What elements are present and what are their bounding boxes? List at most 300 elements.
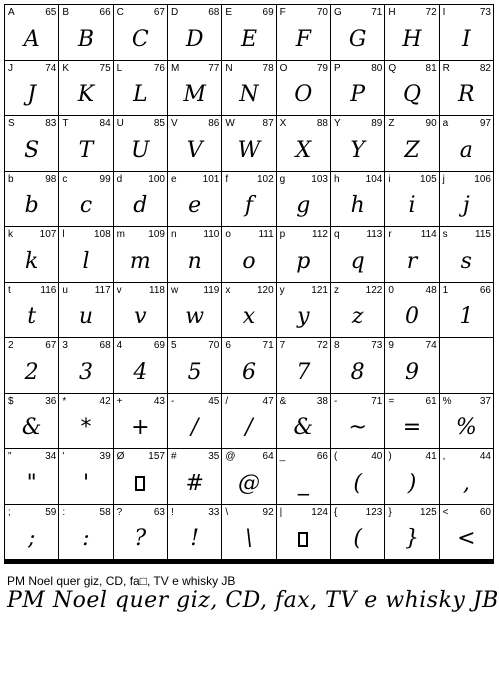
glyph-char: u [62,284,68,296]
glyph-cell-label [62,285,110,296]
glyph-code: 72 [316,340,328,351]
glyph-cell [168,283,222,339]
glyph-cell [331,283,385,339]
glyph-sample: ! [190,526,200,552]
glyph-char: \ [225,506,229,518]
glyph-cell-label [280,7,328,18]
glyph-code: 110 [203,229,220,240]
glyph-code: 87 [262,118,274,129]
glyph-cell-label [334,285,382,296]
glyph-cell [168,227,222,283]
glyph-cell-label [8,340,56,351]
glyph-cell [5,116,59,172]
glyph-sample: q [350,248,365,274]
glyph-cell [440,449,494,505]
glyph-sample: ~ [348,415,367,441]
glyph-sample: @ [237,470,260,496]
glyph-char: H [388,7,396,18]
glyph-cell [114,563,168,564]
glyph-code: 66 [316,451,328,462]
glyph-char: y [279,284,285,296]
glyph-cell [277,394,331,450]
glyph-char: D [170,7,179,18]
glyph-code: 61 [425,395,437,407]
glyph-code: 47 [262,395,274,407]
glyph-cell [114,338,168,394]
glyph-cell-label [334,396,382,407]
glyph-sample: < [457,526,476,552]
glyph-cell-label [280,507,328,518]
glyph-cell-label [280,451,328,462]
glyph-char: K [62,62,69,74]
glyph-cell [331,394,385,450]
glyph-char: = [388,395,395,407]
glyph-char: e [170,173,177,185]
glyph-code: 80 [371,62,383,74]
glyph-char: k [8,229,13,240]
glyph-char: a [442,118,449,129]
glyph-code: 43 [153,395,165,407]
glyph-cell-label [225,396,273,407]
glyph-sample: L [133,82,148,108]
glyph-cell [440,338,494,394]
glyph-char: O [279,62,288,74]
glyph-char: L [116,62,123,74]
glyph-sample: I [461,26,471,52]
glyph-sample: y [297,304,310,330]
glyph-cell [440,563,494,564]
glyph-sample: v [134,304,147,330]
glyph-code: 124 [311,506,328,518]
glyph-code: 109 [148,229,165,240]
glyph-cell-label [388,285,436,296]
glyph-char: j [442,173,445,185]
glyph-cell-label [117,7,165,18]
missing-glyph-box-icon [298,532,308,547]
glyph-code: 108 [93,229,111,240]
glyph-char: M [170,62,180,74]
glyph-sample: T [78,137,94,163]
glyph-sample: c [79,193,93,219]
glyph-sample: f [244,193,254,219]
glyph-char: F [279,7,286,18]
glyph-code: 38 [316,395,328,407]
glyph-code: 67 [45,340,57,351]
glyph-char: q [333,229,340,240]
glyph-code: 60 [479,506,491,518]
glyph-cell [440,5,494,61]
glyph-char: Q [388,62,397,74]
glyph-cell-label [62,507,110,518]
glyph-cell [222,61,276,117]
glyph-sample: M [183,82,206,108]
glyph-cell [59,61,113,117]
glyph-cell [59,394,113,450]
glyph-char: W [225,118,235,129]
glyph-code: 71 [262,340,274,351]
glyph-cell-label [334,63,382,74]
glyph-sample: w [185,304,205,330]
glyph-cell-label [334,340,382,351]
glyph-sample: t [27,304,37,330]
glyph-sample: 4 [133,359,148,385]
glyph-sample: H [402,26,422,52]
glyph-cell-label [171,174,219,185]
glyph-code: 82 [479,62,491,74]
glyph-code: 73 [371,340,383,351]
glyph-cell [5,563,59,564]
glyph-code: 77 [208,62,220,74]
glyph-cell [385,394,439,450]
glyph-sample: J [27,82,37,108]
glyph-cell-label [171,285,219,296]
glyph-sample: F [295,26,311,52]
glyph-cell-label [280,340,328,351]
glyph-cell [168,172,222,228]
glyph-cell [59,172,113,228]
glyph-char: l [62,229,65,240]
glyph-code: 33 [208,506,220,518]
glyph-cell-label [117,174,165,185]
glyph-cell-label [117,451,165,462]
glyph-cell [440,116,494,172]
glyph-cell [5,505,59,561]
glyph-code: 75 [99,62,111,74]
glyph-cell [168,449,222,505]
glyph-sample: ( [353,470,362,496]
glyph-char: S [8,118,15,129]
glyph-code: 90 [425,118,437,129]
glyph-cell [385,505,439,561]
glyph-code: 119 [203,284,220,296]
glyph-sample: 2 [24,359,39,385]
glyph-cell [222,116,276,172]
glyph-sample: e [188,193,202,219]
glyph-sample: U [131,137,150,163]
glyph-sample: K [77,82,95,108]
glyph-cell [385,227,439,283]
missing-glyph-box-icon [277,520,330,560]
glyph-char: s [442,229,448,240]
glyph-char: , [442,451,446,462]
glyph-cell-label [117,507,165,518]
glyph-cell [222,172,276,228]
glyph-sample: E [240,26,258,52]
glyph-code: 83 [45,118,57,129]
glyph-cell-label [334,507,382,518]
glyph-cell [222,505,276,561]
glyph-sample: S [24,137,40,163]
glyph-cell-label [388,174,436,185]
glyph-sample: 3 [78,359,93,385]
glyph-cell-label [280,285,328,296]
glyph-cell-label [62,451,110,462]
glyph-sample: x [242,304,256,330]
glyph-cell [59,338,113,394]
glyph-sample: g [296,193,311,219]
glyph-sample: } [404,526,419,552]
glyph-cell [222,449,276,505]
glyph-code: 118 [149,284,165,296]
glyph-code: 59 [45,506,57,518]
glyph-sample: ' [82,470,90,496]
glyph-sample: / [245,415,253,441]
glyph-char: @ [225,451,236,462]
glyph-cell [114,283,168,339]
glyph-cell-label [62,7,110,18]
sample-text-script: PM Noel quer giz, CD, fax, TV e whisky JB [7,588,499,613]
glyph-cell [5,449,59,505]
glyph-cell-label [225,118,273,129]
glyph-char: p [279,229,286,240]
glyph-cell-label [225,229,273,240]
glyph-char: : [62,506,66,518]
glyph-cell [114,5,168,61]
glyph-cell [114,116,168,172]
glyph-code: 97 [479,118,491,129]
glyph-sample: O [294,82,313,108]
glyph-cell-label [8,118,56,129]
glyph-char: Z [388,118,395,129]
glyph-cell-label [280,229,328,240]
glyph-sample: a [459,137,473,163]
glyph-code: 107 [39,229,57,240]
glyph-cell [114,505,168,561]
glyph-cell-label [334,7,382,18]
glyph-cell-label [443,285,491,296]
glyph-cell [168,338,222,394]
glyph-code: 68 [99,340,111,351]
glyph-sample: * [80,415,92,441]
glyph-cell-label [8,229,56,240]
glyph-char: b [8,173,14,185]
glyph-code: 48 [425,284,437,296]
glyph-code: 39 [99,451,111,462]
glyph-char: C [116,7,124,18]
glyph-cell-label [117,340,165,351]
glyph-cell-label [171,396,219,407]
glyph-char: X [279,118,287,129]
glyph-cell-label [8,451,56,462]
glyph-char: h [333,173,340,185]
glyph-cell [385,172,439,228]
glyph-cell [114,227,168,283]
glyph-cell-label [388,229,436,240]
glyph-char: ( [333,451,338,462]
glyph-code: 66 [479,284,491,296]
glyph-cell [168,394,222,450]
glyph-sample: s [460,248,472,274]
glyph-sample: z [351,304,364,330]
glyph-cell-label [443,507,491,518]
glyph-cell [331,505,385,561]
glyph-cell-label [117,63,165,74]
glyph-sample: b [24,193,39,219]
glyph-cell-label [171,7,219,18]
glyph-cell-label [8,63,56,74]
glyph-sample: 5 [187,359,202,385]
glyph-sample: & [293,415,314,441]
glyph-sample: # [185,470,204,496]
glyph-code: 113 [366,229,383,240]
glyph-char: P [333,62,341,74]
glyph-sample: , [462,470,470,496]
glyph-cell-label [225,63,273,74]
glyph-char: G [333,7,342,18]
glyph-sample: h [350,193,365,219]
glyph-code: 100 [148,173,165,185]
glyph-cell-label [280,396,328,407]
glyph-code: 44 [479,451,491,462]
glyph-char: / [225,395,229,407]
glyph-cell [59,283,113,339]
glyph-sample: D [185,26,204,52]
glyph-code: 66 [99,7,111,18]
glyph-sample: n [187,248,202,274]
glyph-char: R [442,62,450,74]
glyph-sample: N [239,82,259,108]
glyph-code: 111 [258,229,274,240]
glyph-cell-label [443,7,491,18]
glyph-sample: l [82,248,90,274]
glyph-cell [331,449,385,505]
glyph-code: 73 [479,7,491,18]
glyph-cell-label [117,396,165,407]
glyph-cell [277,227,331,283]
glyph-cell [222,283,276,339]
glyph-char: g [279,173,286,185]
glyph-char: V [170,118,178,129]
glyph-cell [277,5,331,61]
glyph-char: n [170,229,177,240]
glyph-cell-label [443,229,491,240]
glyph-code: 115 [475,229,491,240]
glyph-char: N [225,62,233,74]
glyph-cell [168,61,222,117]
glyph-cell [59,5,113,61]
glyph-code: 65 [45,7,57,18]
glyph-cell [385,116,439,172]
glyph-code: 67 [153,7,165,18]
glyph-cell [114,394,168,450]
glyph-sample: B [77,26,95,52]
glyph-code: 34 [45,451,57,462]
glyph-sample: 6 [241,359,256,385]
glyph-cell [168,563,222,564]
glyph-code: 88 [316,118,328,129]
glyph-cell-label [62,118,110,129]
glyph-code: 117 [94,284,111,296]
glyph-code: 84 [99,118,111,129]
glyph-sample: \ [245,526,253,552]
glyph-cell [277,338,331,394]
glyph-cell-label [117,118,165,129]
glyph-sample: ) [407,470,417,496]
glyph-cell-label [443,396,491,407]
glyph-cell [385,563,439,564]
glyph-char: 7 [279,340,286,351]
glyph-char: x [225,284,231,296]
glyph-cell [114,172,168,228]
glyph-cell [222,227,276,283]
glyph-sample: R [458,82,475,108]
glyph-cell-label [62,63,110,74]
glyph-code: 120 [256,284,274,296]
glyph-char: B [62,7,69,18]
glyph-cell-label [388,63,436,74]
glyph-cell [331,338,385,394]
glyph-sample: 0 [404,304,419,330]
glyph-char: ; [8,506,11,518]
glyph-cell-label [8,285,56,296]
glyph-cell [277,172,331,228]
glyph-cell [440,283,494,339]
glyph-char: & [279,395,287,407]
glyph-char: % [442,395,452,407]
glyph-sample: " [26,470,37,496]
glyph-sample: i [408,193,416,219]
glyph-cell [168,505,222,561]
glyph-sample: 1 [459,304,474,330]
glyph-code: 69 [153,340,165,351]
glyph-code: 71 [371,7,383,18]
glyph-cell [331,5,385,61]
glyph-char: ! [170,506,174,518]
glyph-code: 104 [365,173,383,185]
glyph-sample: + [131,415,150,441]
glyph-code: 102 [256,173,274,185]
glyph-cell-label [8,174,56,185]
glyph-char: ' [62,451,65,462]
glyph-cell [440,172,494,228]
glyph-cell-label [280,118,328,129]
glyph-cell-label [225,451,273,462]
glyph-sample: r [406,248,418,274]
glyph-code: 86 [208,118,220,129]
glyph-cell-label [388,7,436,18]
glyph-code: 74 [45,62,57,74]
glyph-code: 68 [208,7,220,18]
missing-glyph-box-icon [135,476,145,491]
glyph-code: 78 [262,62,274,74]
glyph-char: A [8,7,15,18]
glyph-cell-label [62,229,110,240]
glyph-sample: o [242,248,256,274]
glyph-code: 123 [365,506,383,518]
glyph-cell-label [225,285,273,296]
glyph-char: I [442,7,446,18]
glyph-sample: = [402,415,422,441]
glyph-cell [440,227,494,283]
glyph-char: f [225,173,229,185]
glyph-sample: C [131,26,149,52]
glyph-cell [277,505,331,561]
glyph-sample: 7 [296,359,311,385]
glyph-cell-label [334,451,382,462]
glyph-char: U [116,118,124,129]
glyph-cell-label [171,118,219,129]
glyph-cell-label [280,174,328,185]
glyph-code: 114 [420,229,437,240]
glyph-cell-label [117,229,165,240]
glyph-cell-label [62,174,110,185]
glyph-char: w [170,284,179,296]
glyph-char: - [170,395,175,407]
glyph-cell-label [225,340,273,351]
glyph-code: 105 [419,173,437,185]
glyph-char: } [388,506,392,518]
glyph-sample: u [78,304,94,330]
